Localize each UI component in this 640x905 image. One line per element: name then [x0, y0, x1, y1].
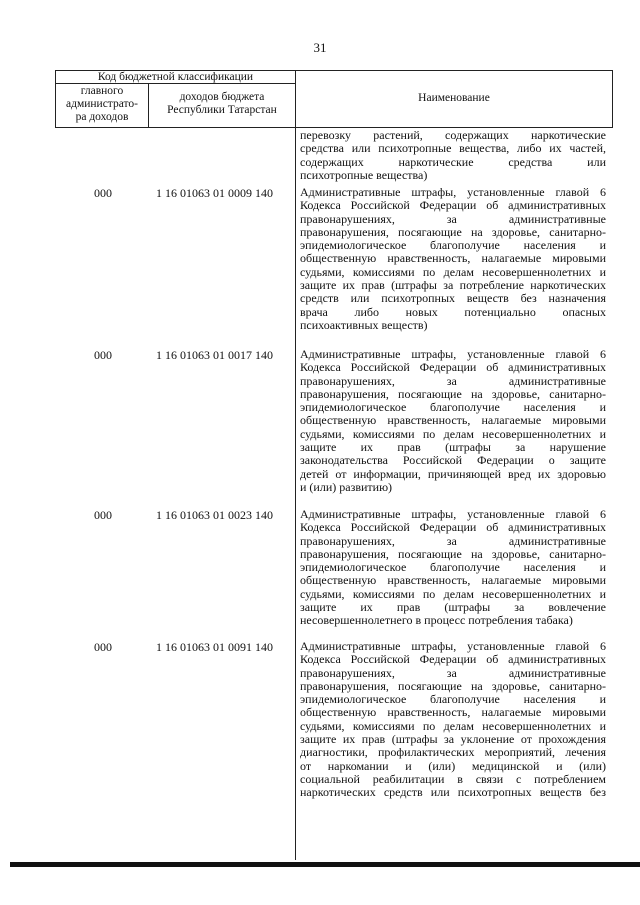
- description-line: судьями, комиссиями по делам несовершеннолетних и: [300, 265, 606, 279]
- description-line: правонарушениях, за административные: [300, 534, 606, 548]
- row-description: [300, 348, 606, 494]
- description-line: судьями, комиссиями по делам несовершеннолетних и: [300, 719, 606, 733]
- description-line: судьями, комиссиями по делам несовершеннолетних и: [300, 587, 606, 601]
- description-line: несовершеннолетнего в процесс потребления табака): [300, 614, 573, 628]
- description-line: правонарушения, посягающие на здоровье, санитарно-: [300, 387, 606, 401]
- income-code: 1 16 01063 01 0023 140: [156, 508, 273, 522]
- description-line: социальной реабилитации в связи с потреблением: [300, 772, 606, 786]
- chief-administrator-header: [56, 84, 149, 128]
- column-divider: [295, 128, 296, 860]
- description-line: Административные штрафы, установленные главой 6: [300, 186, 606, 199]
- name-header: Наименование: [418, 92, 490, 104]
- description-line: судьями, комиссиями по делам несовершеннолетних и: [300, 427, 606, 441]
- description-line: защите их прав (штрафы за потребление наркотических: [300, 279, 606, 293]
- description-line: от наркомании и (или) медицинской и (или): [300, 759, 606, 773]
- description-line: и (или) развитию): [300, 480, 393, 494]
- description-line: законодательства Российской Федерации о защите: [300, 454, 606, 468]
- description-line: общественную нравственность, налагаемые мировыми: [300, 252, 606, 266]
- description-line: Административные штрафы, установленные главой 6: [300, 508, 606, 521]
- chief-administrator-header-line: ра доходов: [75, 111, 129, 123]
- chief-administrator-header-line: администрато-: [66, 98, 138, 110]
- income-code-header: [149, 84, 296, 128]
- description-line: психотропные вещества): [300, 168, 428, 182]
- description-line: правонарушения, посягающие на здоровье, санитарно-: [300, 679, 606, 693]
- chief-administrator-header-line: главного: [80, 85, 124, 97]
- description-line: общественную нравственность, налагаемые мировыми: [300, 574, 606, 588]
- row-description: [300, 129, 606, 182]
- income-code: 1 16 01063 01 0009 140: [156, 186, 273, 200]
- description-line: врача либо новых потенциально опасных: [300, 305, 606, 319]
- description-line: защите их прав (штрафы за нарушение: [300, 441, 606, 455]
- income-code: 1 16 01063 01 0017 140: [156, 348, 273, 362]
- description-line: Кодекса Российской Федерации об административных: [300, 653, 606, 667]
- admin-code: 000: [94, 508, 112, 522]
- income-code: 1 16 01063 01 0091 140: [156, 640, 273, 654]
- scan-edge-bar: [10, 862, 640, 867]
- row-description: [300, 186, 606, 332]
- description-line: правонарушениях, за административные: [300, 374, 606, 388]
- description-line: общественную нравственность, налагаемые мировыми: [300, 414, 606, 428]
- description-line: общественную нравственность, налагаемые мировыми: [300, 706, 606, 720]
- description-line: детей от информации, причиняющей вред их здоровью: [300, 467, 606, 481]
- description-line: наркотических средств или психотропных веществ без: [300, 786, 606, 800]
- description-line: эпидемиологическое благополучие населения и: [300, 239, 606, 253]
- row-description: [300, 508, 606, 628]
- description-line: правонарушениях, за административные: [300, 666, 606, 680]
- page-number: 31: [313, 40, 327, 55]
- description-line: Кодекса Российской Федерации об административных: [300, 521, 606, 535]
- description-line: эпидемиологическое благополучие населения и: [300, 561, 606, 575]
- description-line: перевозку растений, содержащих наркотические: [300, 129, 606, 142]
- admin-code: 000: [94, 640, 112, 654]
- income-code-header-line: Республики Татарстан: [167, 104, 277, 116]
- admin-code: 000: [94, 348, 112, 362]
- description-line: диагностики, профилактических мероприятий, лечения: [300, 746, 606, 760]
- description-line: правонарушениях, за административные: [300, 212, 606, 226]
- description-line: Кодекса Российской Федерации об административных: [300, 361, 606, 375]
- description-line: содержащих наркотические средства или: [300, 155, 606, 169]
- description-line: защите их прав (штрафы за вовлечение: [300, 601, 606, 615]
- row-description: [300, 640, 606, 800]
- table-header: [55, 70, 613, 128]
- description-line: эпидемиологическое благополучие населения и: [300, 401, 606, 415]
- description-line: Административные штрафы, установленные главой 6: [300, 348, 606, 361]
- description-line: средства или психотропные вещества, либо их частей,: [300, 142, 606, 156]
- description-line: эпидемиологическое благополучие населения и: [300, 693, 606, 707]
- budget-classification-code-header: Код бюджетной классификации: [56, 71, 296, 84]
- description-line: Кодекса Российской Федерации об административных: [300, 199, 606, 213]
- description-line: психоактивных веществ): [300, 318, 428, 332]
- description-line: Административные штрафы, установленные главой 6: [300, 640, 606, 653]
- description-line: правонарушения, посягающие на здоровье, санитарно-: [300, 547, 606, 561]
- income-code-header-line: доходов бюджета: [179, 91, 265, 103]
- description-line: правонарушения, посягающие на здоровье, санитарно-: [300, 225, 606, 239]
- description-line: защите их прав (штрафы за уклонение от прохождения: [300, 733, 606, 747]
- admin-code: 000: [94, 186, 112, 200]
- description-line: средств или психотропных веществ без назначения: [300, 292, 606, 306]
